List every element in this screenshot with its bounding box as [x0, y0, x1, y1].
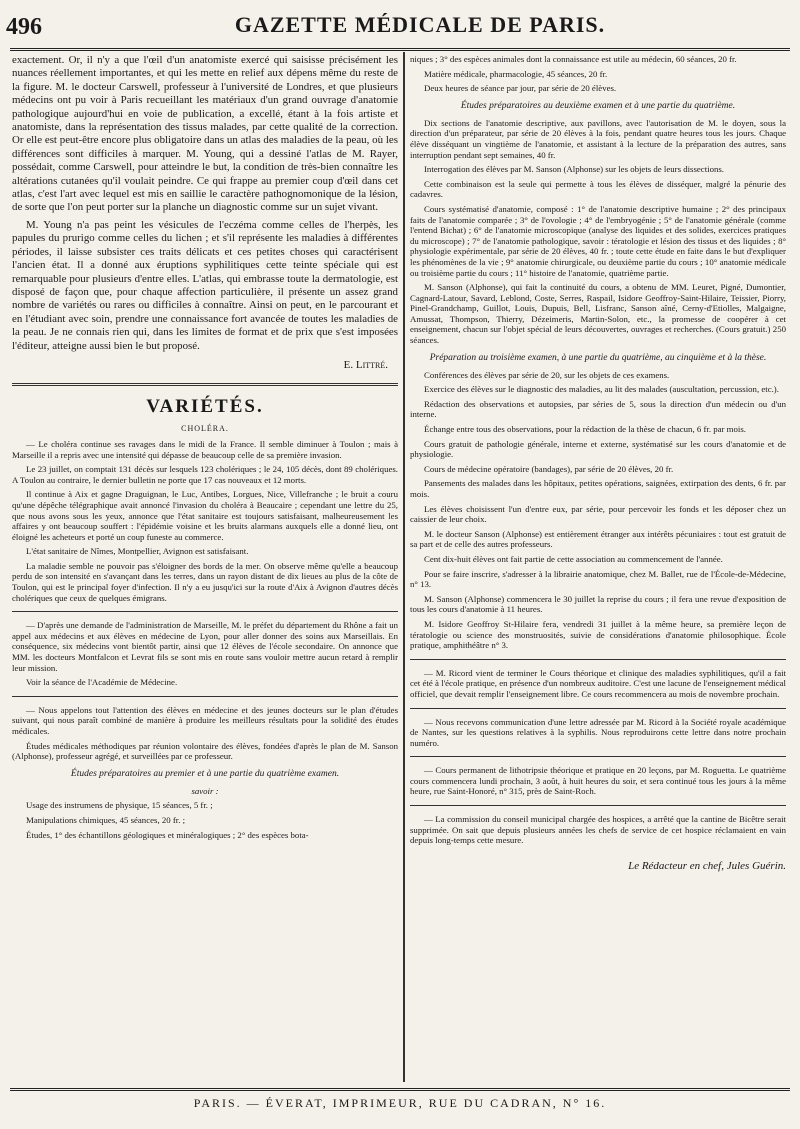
divider [410, 756, 786, 757]
paragraph: exactement. Or, il n'y a que l'œil d'un anatomiste exercé qui saisisse précisément les nuances réellement importantes, et qui les mette en relief aux dépens même du reste de la figure. M. le docteur Carswell, professeur à l'université de Londres, et que plusieurs médecins ont pu voir à Paris recueillant les matériaux d'un grand ouvrage d'anatomie pathologique aujourd'hui en voie de publication, a excellé, étant à la fois artiste et anatomiste, dans la représentation des tissus malades, par cette qualité de la correction. Or elle est peut-être encore plus obligatoire dans un atlas des maladies de la peau, où les différences sont difficiles à marquer. M. Young, qui a dessiné l'atlas de M. Rayer, possédait, comme Carswell, pour atteindre le but, la condition de très-bien connaître les altérations cutanées qu'il voulait peindre. Ce qui frappe au premier coup d'œil dans cet atlas, c'est l'art avec lequel est mis en saillie le caractère pathognomonique de la lésion, de sorte que l'on peut porter sur la planche un diagnostic comme sur un sujet vivant. [12, 54, 398, 214]
section-divider [12, 383, 398, 386]
column-rule [403, 52, 405, 1082]
list-item: Usage des instrumens de physique, 15 séances, 5 fr. ; [26, 800, 213, 811]
divider [410, 708, 786, 709]
paragraph: Cours de médecine opératoire (bandages), par série de 20 élèves, 20 fr. [424, 463, 674, 474]
paragraph: — Le choléra continue ses ravages dans le midi de la France. Il semble diminuer à Toulon ; mais à Marseille il a repris avec une intensité qui dépasse de beaucoup celle de sa première invasion. [12, 438, 398, 460]
paragraph: niques ; 3° des espèces animales dont la connaissance est utile au médecin, 60 séances, 20 fr. [410, 54, 737, 64]
paragraph: M. le docteur Sanson (Alphonse) est entièrement étranger aux intérêts pécuniaires : tout est gratuit de sa part et de celle des autres professeurs. [410, 528, 786, 550]
paragraph: — Nous appelons tout l'attention des élèves en médecine et des jeunes docteurs sur le plan d'études suivant, qui nous paraît combiné de manière à produire les meilleurs résultats pour la solidité des études médicales. [12, 704, 398, 736]
list-item: Études, 1° des échantillons géologiques et minéralogiques ; 2° des espèces bota- [26, 829, 309, 840]
divider [410, 659, 786, 660]
paragraph: — M. Ricord vient de terminer le Cours théorique et clinique des maladies syphilitiques, qu'il a fait cet été à l'école pratique, en présence d'un nombreux auditoire. C'est une lacune de l'enseignement médical officiel, que devait remplir l'enseignement libre. Ce cours recommencera au mois de novembre prochain. [410, 667, 786, 699]
paragraph: — Cours permanent de lithotripsie théorique et pratique en 20 leçons, par M. Roguetta. Le quatrième cours commencera lundi prochain, 3 août, à huit heures du soir, et sera continué tous les jours à la même heure, rue Saint-Honoré, n° 315, près de Saint-Roch. [410, 765, 786, 797]
paragraph: Le 23 juillet, on comptait 131 décès sur lesquels 123 cholériques ; le 24, 105 décès, dont 89 cholériques. A Toulon au contraire, le dernier bulletin ne porte que 17 cas nouveaux et 12 morts. [12, 464, 398, 485]
paragraph: — Nous recevons communication d'une lettre adressée par M. Ricord à la Société royale académique de Nantes, sur les questions relatives à la syphilis. Nous reproduirons cette lettre dans notre prochain numéro. [410, 716, 786, 748]
paragraph: — La commission du conseil municipal chargée des hospices, a arrêté que la cantine de Bicêtre serait supprimée. On sait que depuis plusieurs années les chefs de service de cet hospice réclamaient en vain depuis long-temps cette mesure. [410, 814, 786, 846]
paragraph: Cours systématisé d'anatomie, composé : 1° de l'anatomie descriptive humaine ; 2° des principaux faits de l'anatomie comparée ; 3° de l'ovologie ; 4° de l'embryogénie ; 5° de l'anatomie générale (comme l'entend Bichat) ; 6° de l'anatomie microscopique (analyse des liquides et des solides, exercices pratiques du microscope) ; 7° de l'anatomie pathologique, savoir : tératologie et lésion des tissus et des liquides ; 8° physiologie expérimentale, par série de 20 élèves, 40 fr. ; toute cette étude en faite dans le but d'expliquer les phénomènes de la vie ; 9° anatomie chirurgicale, ou deuxième partie du cours ; 10° anatomie médicale ou troisième partie du cours ; 11° histoire de l'anatomie, quatrième partie. [410, 203, 786, 278]
subheading: Études préparatoires au premier et à une partie du quatrième examen. [70, 768, 340, 779]
divider [12, 696, 398, 697]
printer-imprint: PARIS. — ÉVERAT, IMPRIMEUR, RUE DU CADRAN, N° 16. [193, 1096, 607, 1110]
editor-signature: Le Rédacteur en chef, Jules Guérin. [628, 859, 786, 872]
subheading-savoir: savoir : [191, 785, 219, 796]
paragraph: Cent dix-huit élèves ont fait partie de cette association au commencement de l'année. [424, 553, 723, 564]
header-rule [10, 48, 790, 51]
signature: E. Littré. [343, 358, 388, 371]
subheading: Préparation au troisième examen, à une partie du quatrième, au cinquième et à la thèse. [429, 352, 767, 363]
section-title-varietes: VARIÉTÉS. [146, 395, 264, 417]
paragraph: M. Sanson (Alphonse), qui fait la continuité du cours, a obtenu de MM. Leuret, Pigné, Dumontier, Cagnard-Latour, Savard, Leblond, Coste, Serres, Raspail, Isidore Geoffroy-Saint-Hilaire, Teissier, Piorry, Pinel-Grandchamp, Guillot, Louis, Dupuis, Bell, Lisfranc, Sanson aîné, Cerny-d'Etiolles, Malgaigne, Amussat, Thompson, Thierry, Dézeimeris, Martin-Solon, etc., la promesse de coopérer à cet enseignement, chacun sur l'objet spécial de leurs découvertes, ouvrages et recherches. (Cours gratuit.) 250 séances. [410, 282, 786, 346]
paragraph: — D'après une demande de l'administration de Marseille, M. le préfet du département du Rhône a fait un appel aux médecins et aux élèves en médecine de Lyon, pour aller donner des soins aux Marseillais. En conséquence, six médecins vont bientôt partir, ainsi que 12 élèves de l'école secondaire. On annonce que MM. les docteurs Montfalcon et Levrat fils se sont mis en route sans vouloir mettre aucun retard à remplir leur mission. [12, 620, 398, 673]
paragraph: La maladie semble ne pouvoir pas s'éloigner des bords de la mer. On observe même qu'elle a beaucoup perdu de son intensité en s'avançant dans les terres, dans un rayon distant de dix lieues au plus de la côte de Toulon, qui est le principal foyer d'infection. Il n'y a eu jusqu'ici sur la route d'Aix à Avignon d'autres décès cholériques que ceux de quelques émigrans. [12, 560, 398, 603]
paragraph: Cette combinaison est la seule qui permette à tous les élèves de disséquer, malgré la pénurie des cadavres. [410, 178, 786, 200]
paragraph: Dix sections de l'anatomie descriptive, aux pavillons, avec l'autorisation de M. le doyen, sous la direction d'un préparateur, par série de 20 élèves à la fois, pendant quatre heures tous les jours. Chaque élève disséquant un vingtième de l'anatomie, et assistant à la lecture de la préparation des autres, sans interruption pendant sept semaines, 40 fr. [410, 117, 786, 160]
paragraph: Voir la séance de l'Académie de Médecine. [26, 677, 178, 688]
paragraph: Conférences des élèves par série de 20, sur les objets de ces examens. [424, 369, 670, 380]
paragraph: M. Isidore Geoffroy St-Hilaire fera, vendredi 31 juillet à la même heure, sa première leçon de tératologie ou science des monstruosités, suivie de considérations d'anatomie philosophique. École pratique, amphithéâtre n° 3. [410, 618, 786, 651]
list-item: Manipulations chimiques, 45 séances, 20 fr. ; [26, 814, 186, 825]
paragraph: Deux heures de séance par jour, par série de 20 élèves. [424, 83, 617, 94]
paragraph: Exercice des élèves sur le diagnostic des maladies, au lit des malades (auscultation, percussion, etc.). [424, 384, 779, 395]
subsection-title-cholera: CHOLÉRA. [181, 423, 229, 433]
paragraph: Pour se faire inscrire, s'adresser à la librairie anatomique, chez M. Ballet, rue de l'École-de-Médecine, n° 13. [410, 568, 786, 590]
page-number: 496 [6, 14, 42, 40]
paragraph: Échange entre tous des observations, pour la rédaction de la thèse de chacun, 6 fr. par mois. [424, 424, 746, 435]
paragraph: L'état sanitaire de Nîmes, Montpellier, Avignon est satisfaisant. [26, 546, 249, 557]
subheading: Études préparatoires au deuxième examen et à une partie du quatrième. [460, 100, 736, 111]
paragraph: Rédaction des observations et autopsies, par séries de 5, sous la direction d'un médecin ou d'un interne. [410, 398, 786, 420]
paragraph: Les élèves choisissent l'un d'entre eux, par série, pour percevoir les fonds et les déposer chez un caissier de leur choix. [410, 503, 786, 525]
paragraph: Interrogation des élèves par M. Sanson (Alphonse) sur les objets de leurs dissections. [424, 164, 725, 175]
paragraph: Cours gratuit de pathologie générale, interne et externe, systématisé sur les cours d'anatomie et de physiologie. [410, 438, 786, 460]
masthead-title: GAZETTE MÉDICALE DE PARIS. [234, 12, 606, 37]
paragraph: Il continue à Aix et gagne Draguignan, le Luc, Antibes, Lorgues, Nice, Villefranche ; le bruit a couru qu'une dépêche télégraphique avait annoncé l'invasion du choléra à Beaucaire ; cependant une lettre du 25, que nous avons sous les yeux, annonce que l'état sanitaire est toujours satisfaisant, malheureusement les affaires y ont beaucoup souffert : l'épidémie voisine et les bruits alarmans auxquels elle a donné lieu, ont éloigné les acheteurs et porté un coup funeste au commerce. [12, 489, 398, 542]
paragraph: Pansements des malades dans les hôpitaux, petites opérations, saignées, extirpation des dents, 6 fr. par mois. [410, 478, 786, 499]
divider [410, 805, 786, 806]
paragraph: Matière médicale, pharmacologie, 45 séances, 20 fr. [424, 68, 608, 79]
paragraph: M. Young n'a pas peint les vésicules de l'eczéma comme celles de l'herpès, les papules du prurigo comme celles du lichen ; et s'il représente les maladies à différentes périodes, il laisse subsister ces traits délicats et ces petites choses qui caractérisent l'ancien état. Il a donné aux éruptions syphilitiques cette teinte spéciale qui est remarquable pour plusieurs d'entre elles. L'atlas, qui embrasse toute la dermatologie, est disposé de façon que, pour chaque affection particulière, il présente un assez grand nombre de variétés ou rares ou difficiles à connaître. Ainsi on peut, en le parcourant et en l'étudiant avec soin, prendre une connaissance fort avancée de toutes les maladies de la peau. Je ne connais rien qui, dans les limites de format et de prix que s'est imposées l'éditeur, atteigne aussi bien le but proposé. [12, 218, 398, 352]
divider [12, 611, 398, 612]
footer-rule [10, 1088, 790, 1091]
left-column [12, 54, 398, 1074]
paragraph: Études médicales méthodiques par réunion volontaire des élèves, fondées d'après le plan de M. Sanson (Alphonse), professeur agrégé, et surveillées par ce professeur. [12, 740, 398, 762]
paragraph: M. Sanson (Alphonse) commencera le 30 juillet la reprise du cours ; il fera une revue d'exposition de tous les cours d'anatomie à 11 heures. [410, 593, 786, 615]
right-column [410, 54, 786, 1074]
